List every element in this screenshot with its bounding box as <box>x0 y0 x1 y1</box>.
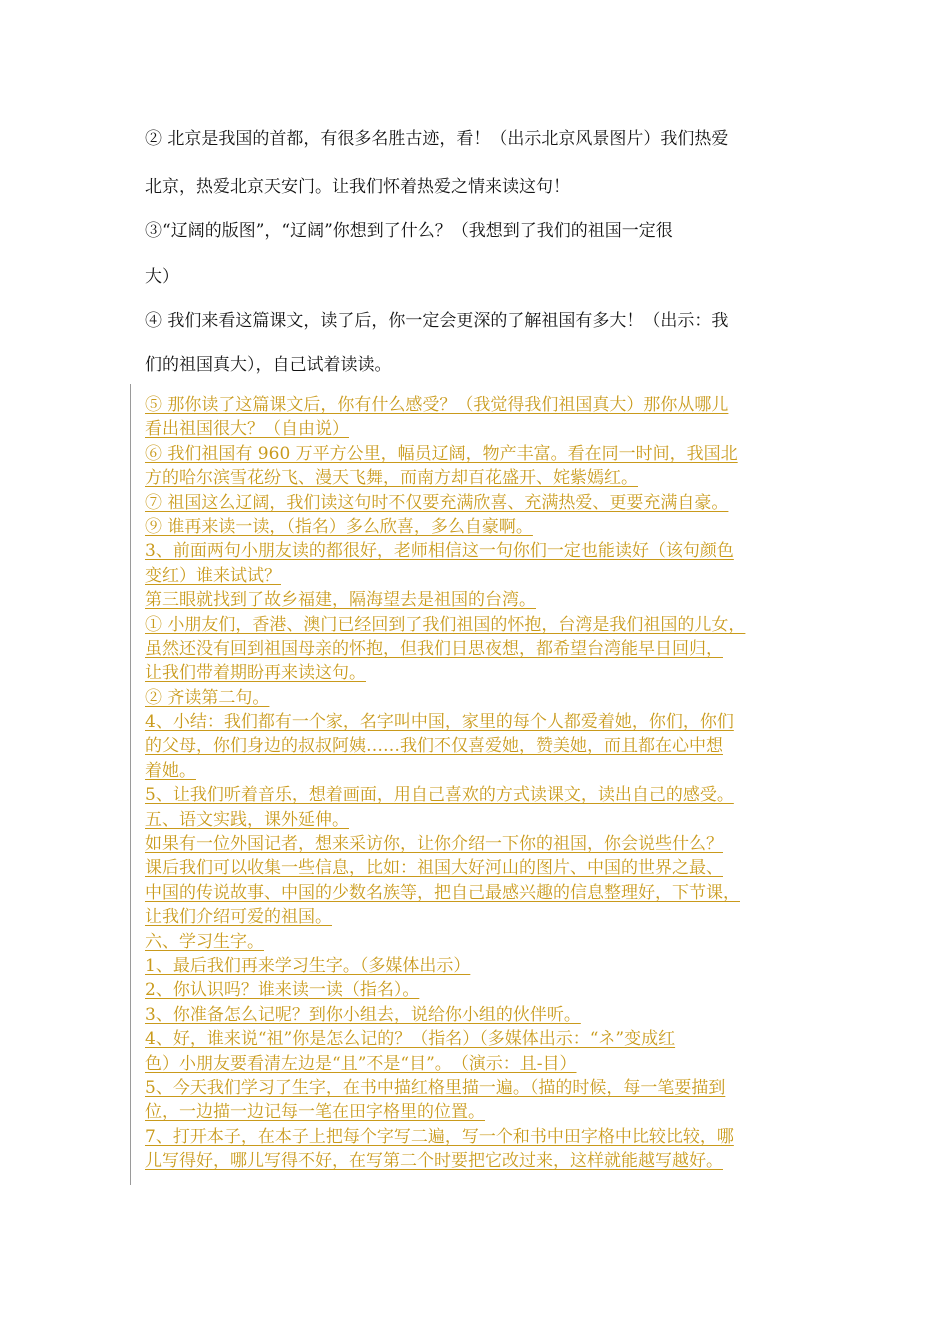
revision-line: 3、前面两句小朋友读的都很好，老师相信这一句你们一定也能读好（该句颜色 <box>145 541 734 562</box>
revision-line: 让我们介绍可爱的祖国。 <box>145 907 332 928</box>
body-line: ③“辽阔的版图”，“辽阔”你想到了什么？（我想到了我们的祖国一定很 <box>145 221 673 241</box>
revision-line: ⑥ 我们祖国有 960 万平方公里，幅员辽阔，物产丰富。看在同一时间，我国北 <box>145 443 738 464</box>
revision-line: 六、学习生字。 <box>145 931 264 952</box>
revision-line: ⑦ 祖国这么辽阔，我们读这句时不仅要充满欣喜、充满热爱、更要充满自豪。 <box>145 492 729 513</box>
revision-line: 虽然还没有回到祖国母亲的怀抱，但我们日思夜想，都希望台湾能早日回归， <box>145 638 723 659</box>
revision-line: 着她。 <box>145 760 196 781</box>
revision-line: 3、你准备怎么记呢？到你小组去，说给你小组的伙伴听。 <box>145 1004 581 1025</box>
body-line: 北京，热爱北京天安门。让我们怀着热爱之情来读这句！ <box>145 177 570 197</box>
revision-line: ② 齐读第二句。 <box>145 687 270 708</box>
revision-line: 5、今天我们学习了生字，在书中描红格里描一遍。（描的时候，每一笔要描到 <box>145 1077 726 1098</box>
body-line: 大） <box>145 267 179 287</box>
revision-line: ① 小朋友们，香港、澳门已经回到了我们祖国的怀抱，台湾是我们祖国的儿女， <box>145 614 746 635</box>
revision-line: 变红）谁来试试？ <box>145 565 281 586</box>
revision-line: 位，一边描一边记每一笔在田字格里的位置。 <box>145 1102 485 1123</box>
revision-line: 课后我们可以收集一些信息，比如：祖国大好河山的图片、中国的世界之最、 <box>145 858 723 879</box>
revision-line: 1、最后我们再来学习生字。（多媒体出示） <box>145 955 471 976</box>
body-line: ② 北京是我国的首都，有很多名胜古迹，看！（出示北京风景图片）我们热爱 <box>145 129 729 149</box>
revision-line: 色）小朋友要看清左边是“且”不是“目”。 （演示：且-目） <box>145 1053 577 1074</box>
tracked-changes-block <box>145 393 835 1174</box>
revision-change-bar <box>130 384 131 1185</box>
revision-line: 让我们带着期盼再来读这句。 <box>145 663 366 684</box>
revision-line: 7、打开本子，在本子上把每个字写二遍，写一个和书中田字格中比较比较，哪 <box>145 1126 734 1147</box>
revision-line: 儿写得好，哪儿写得不好，在写第二个时要把它改过来，这样就能越写越好。 <box>145 1151 723 1172</box>
revision-line: 5、让我们听着音乐，想着画面，用自己喜欢的方式读课文，读出自己的感受。 <box>145 785 734 806</box>
revision-line: ⑨ 谁再来读一读，（指名）多么欣喜，多么自豪啊。 <box>145 516 533 537</box>
revision-line: 2、你认识吗？谁来读一读（指名）。 <box>145 980 420 1001</box>
revision-line: 如果有一位外国记者，想来采访你，让你介绍一下你的祖国，你会说些什么？ <box>145 834 723 855</box>
revision-line: 看出祖国很大？（自由说） <box>145 419 349 440</box>
revision-line: 4、好，谁来说“祖”你是怎么记的？（指名）（多媒体出示：“ネ”变成红 <box>145 1029 676 1050</box>
body-line: 们的祖国真大），自己试着读读。 <box>145 355 392 375</box>
revision-line: ⑤ 那你读了这篇课文后，你有什么感受？（我觉得我们祖国真大）那你从哪儿 <box>145 395 729 415</box>
revision-line: 中国的传说故事、中国的少数名族等，把自己最感兴趣的信息整理好，下节课， <box>145 882 740 903</box>
revision-line: 4、小结：我们都有一个家，名字叫中国，家里的每个人都爱着她，你们，你们 <box>145 712 734 733</box>
body-line: ④ 我们来看这篇课文，读了后，你一定会更深的了解祖国有多大！（出示：我 <box>145 311 729 331</box>
revision-line: 第三眼就找到了故乡福建，隔海望去是祖国的台湾。 <box>145 590 536 611</box>
revision-line: 方的哈尔滨雪花纷飞、漫天飞舞，而南方却百花盛开、姹紫嫣红。 <box>145 468 638 489</box>
revision-line: 五、语文实践，课外延伸。 <box>145 809 349 830</box>
revision-line: 的父母，你们身边的叔叔阿姨……我们不仅喜爱她，赞美她，而且都在心中想 <box>145 736 723 757</box>
